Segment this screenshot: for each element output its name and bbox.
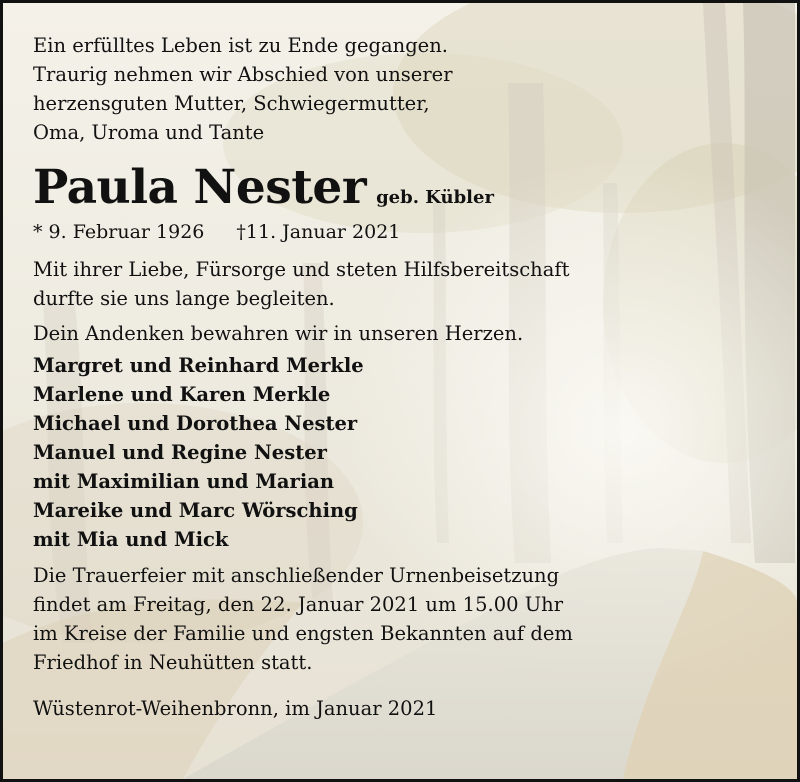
memory-paragraph <box>33 319 777 348</box>
maiden-name: geb. Kübler <box>376 187 494 208</box>
paragraph-line: Mit ihrer Liebe, Fürsorge und steten Hilfsbereitschaft <box>33 258 570 281</box>
life-dates <box>33 218 777 246</box>
place-date-line: Wüstenrot-Weihenbronn, im Januar 2021 <box>33 697 438 720</box>
intro-line: Ein erfülltes Leben ist zu Ende gegangen. <box>33 34 448 57</box>
death-date: †11. Januar 2021 <box>236 221 401 243</box>
mourner-line: mit Maximilian und Marian <box>33 470 335 493</box>
paragraph-line: Friedhof in Neuhütten statt. <box>33 651 313 674</box>
birth-date: * 9. Februar 1926 <box>33 221 205 243</box>
paragraph-line: Dein Andenken bewahren wir in unseren Herzen. <box>33 322 524 345</box>
paragraph-line: findet am Freitag, den 22. Januar 2021 um 15.00 Uhr <box>33 593 564 616</box>
paragraph-line: Die Trauerfeier mit anschließender Urnenbeisetzung <box>33 564 560 587</box>
obituary-content <box>33 31 777 723</box>
mourner-line: Marlene und Karen Merkle <box>33 383 331 406</box>
intro-line: Traurig nehmen wir Abschied von unserer <box>33 63 453 86</box>
intro-text <box>33 31 777 147</box>
name-row <box>33 160 777 216</box>
mourner-line: Mareike und Marc Wörsching <box>33 499 358 522</box>
deceased-name: Paula Nester <box>33 160 367 215</box>
mourner-line: mit Mia und Mick <box>33 528 229 551</box>
love-paragraph <box>33 255 777 313</box>
mourner-line: Michael und Dorothea Nester <box>33 412 358 435</box>
mourners-list <box>33 351 777 554</box>
mourner-line: Margret und Reinhard Merkle <box>33 354 364 377</box>
intro-line: herzensguten Mutter, Schwiegermutter, <box>33 92 430 115</box>
intro-line: Oma, Uroma und Tante <box>33 121 265 144</box>
place-and-date <box>33 694 777 723</box>
paragraph-line: durfte sie uns lange begleiten. <box>33 287 335 310</box>
funeral-paragraph <box>33 561 777 677</box>
paragraph-line: im Kreise der Familie und engsten Bekannten auf dem <box>33 622 573 645</box>
mourner-line: Manuel und Regine Nester <box>33 441 327 464</box>
